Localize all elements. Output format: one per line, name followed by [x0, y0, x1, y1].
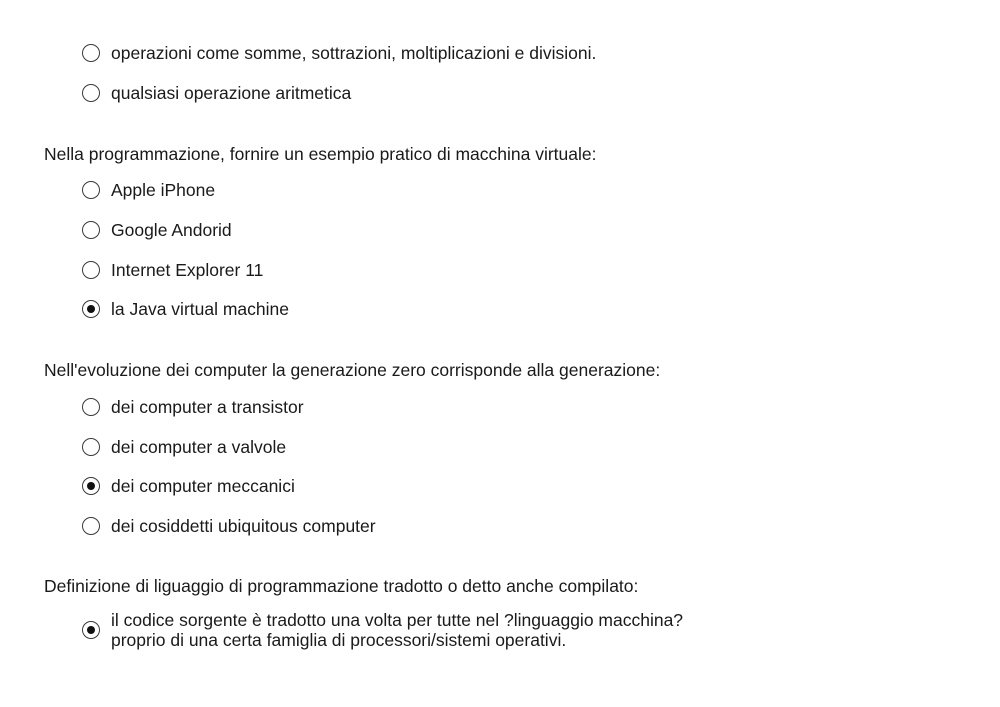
radio-button[interactable] — [82, 84, 100, 102]
radio-button[interactable] — [82, 44, 100, 62]
radio-button[interactable] — [82, 300, 100, 318]
option-q1-3[interactable] — [82, 259, 263, 281]
radio-button[interactable] — [82, 621, 100, 639]
option-q1-1[interactable] — [82, 179, 215, 201]
question-text: Nella programmazione, fornire un esempio pratico di macchina virtuale: — [44, 144, 597, 164]
option-label: qualsiasi operazione aritmetica — [111, 83, 352, 103]
radio-button[interactable] — [82, 477, 100, 495]
option-label: Apple iPhone — [111, 180, 216, 200]
question-text: Definizione di liguaggio di programmazione tradotto o detto anche compilato: — [44, 576, 639, 596]
option-q3-1[interactable] — [82, 610, 731, 650]
option-q2-1[interactable] — [82, 396, 304, 418]
option-q1-2[interactable] — [82, 219, 232, 241]
radio-button[interactable] — [82, 261, 100, 279]
option-q2-4[interactable] — [82, 515, 376, 537]
option-label: dei computer meccanici — [111, 476, 295, 496]
option-label: la Java virtual machine — [111, 299, 289, 319]
option-q0-2[interactable] — [82, 82, 351, 104]
option-label: dei computer a valvole — [111, 437, 287, 457]
radio-button[interactable] — [82, 398, 100, 416]
radio-button[interactable] — [82, 517, 100, 535]
option-label: Internet Explorer 11 — [111, 260, 264, 280]
option-q1-4[interactable] — [82, 298, 289, 320]
option-label: il codice sorgente è tradotto una volta per tutte nel ?linguaggio macchina? proprio di una certa famiglia di processori/sistemi operativi. — [111, 610, 684, 650]
option-label: dei cosiddetti ubiquitous computer — [111, 516, 376, 536]
option-q2-3[interactable] — [82, 475, 295, 497]
radio-button[interactable] — [82, 181, 100, 199]
question-text: Nell'evoluzione dei computer la generazione zero corrisponde alla generazione: — [44, 360, 661, 380]
option-label: dei computer a transistor — [111, 397, 304, 417]
radio-button[interactable] — [82, 221, 100, 239]
option-q2-2[interactable] — [82, 436, 286, 458]
option-label: Google Andorid — [111, 220, 232, 240]
option-label: operazioni come somme, sottrazioni, moltiplicazioni e divisioni. — [111, 43, 597, 63]
option-q0-1[interactable] — [82, 42, 596, 64]
radio-button[interactable] — [82, 438, 100, 456]
